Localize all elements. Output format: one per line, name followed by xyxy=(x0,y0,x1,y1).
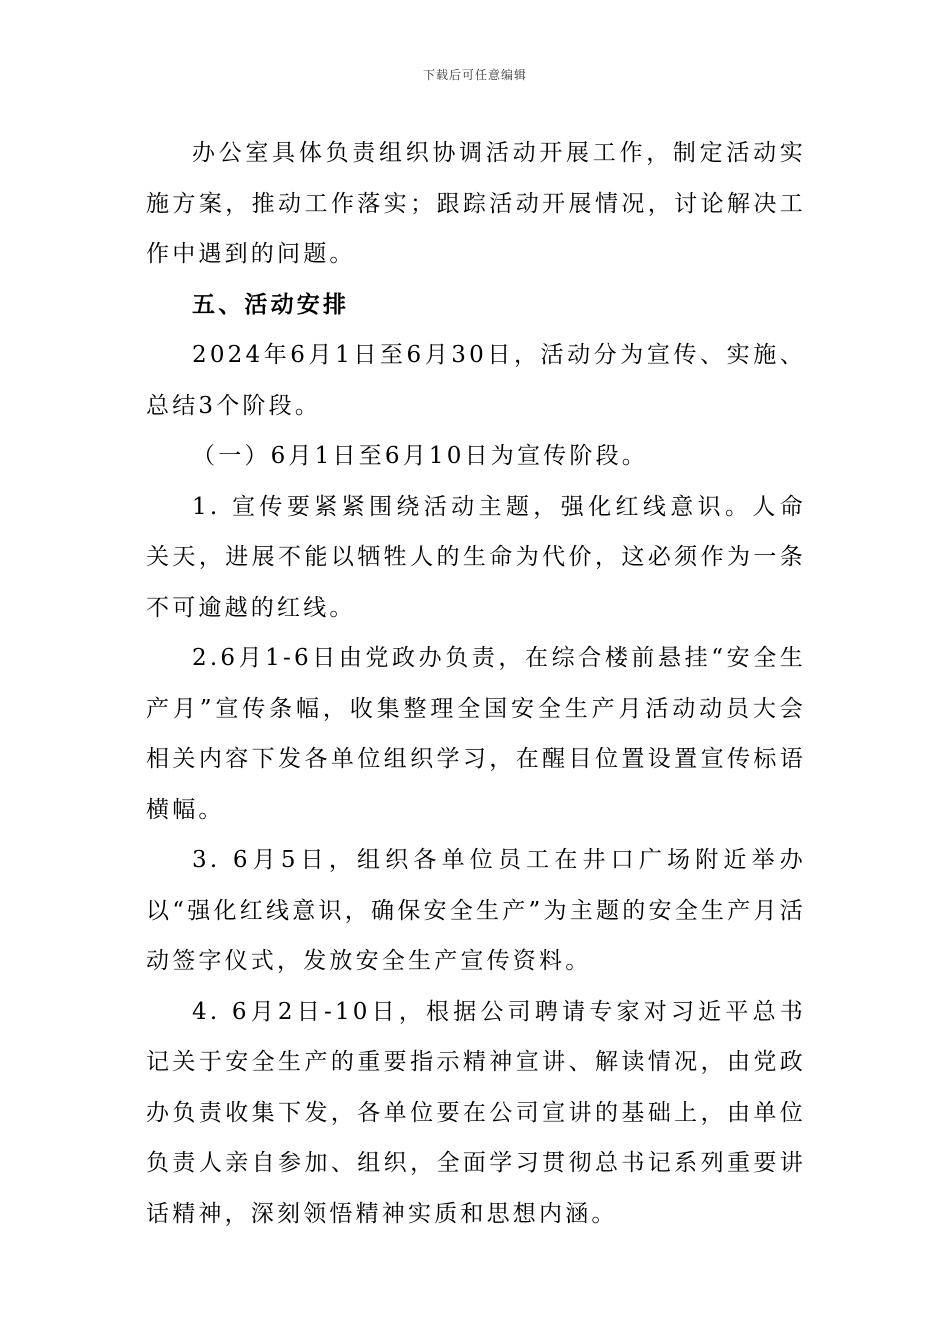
paragraph-item-3: 3. 6月5日，组织各单位员工在井口广场附近举办以“强化红线意识，确保安全生产”为主题的安全生产月活动签字仪式，发放安全生产宣传资料。 xyxy=(146,847,806,974)
paragraph-activity-period: 2024年6月1日至6月30日，活动分为宣传、实施、总结3个阶段。 xyxy=(146,342,806,419)
document-body xyxy=(146,128,806,1239)
paragraph-office-duties: 办公室具体负责组织协调活动开展工作，制定活动实施方案，推动工作落实；跟踪活动开展情况，讨论解决工作中遇到的问题。 xyxy=(146,140,806,267)
header-note: 下载后可任意编辑 xyxy=(422,68,527,82)
paragraph-item-1: 1. 宣传要紧紧围绕活动主题，强化红线意识。人命关天，进展不能以牺牲人的生命为代价，这必须作为一条不可逾越的红线。 xyxy=(146,493,806,621)
section-heading-activity-arrangement: 五、活动安排 xyxy=(192,290,350,318)
paragraph-item-2: 2.6月1-6日由党政办负责，在综合楼前悬挂“安全生产月”宣传条幅，收集整理全国安全生产月活动动员大会相关内容下发各单位组织学习，在醒目位置设置宣传标语横幅。 xyxy=(146,645,806,823)
paragraph-item-4: 4. 6月2日-10日，根据公司聘请专家对习近平总书记关于安全生产的重要指示精神宣讲、解读情况，由党政办负责收集下发，各单位要在公司宣讲的基础上，由单位负责人亲自参加、组织，全面学习贯彻总书记系列重要讲话精神，深刻领悟精神实质和思想内涵。 xyxy=(146,998,806,1227)
subheading-publicity-stage: （一）6月1日至6月10日为宣传阶段。 xyxy=(192,443,648,469)
